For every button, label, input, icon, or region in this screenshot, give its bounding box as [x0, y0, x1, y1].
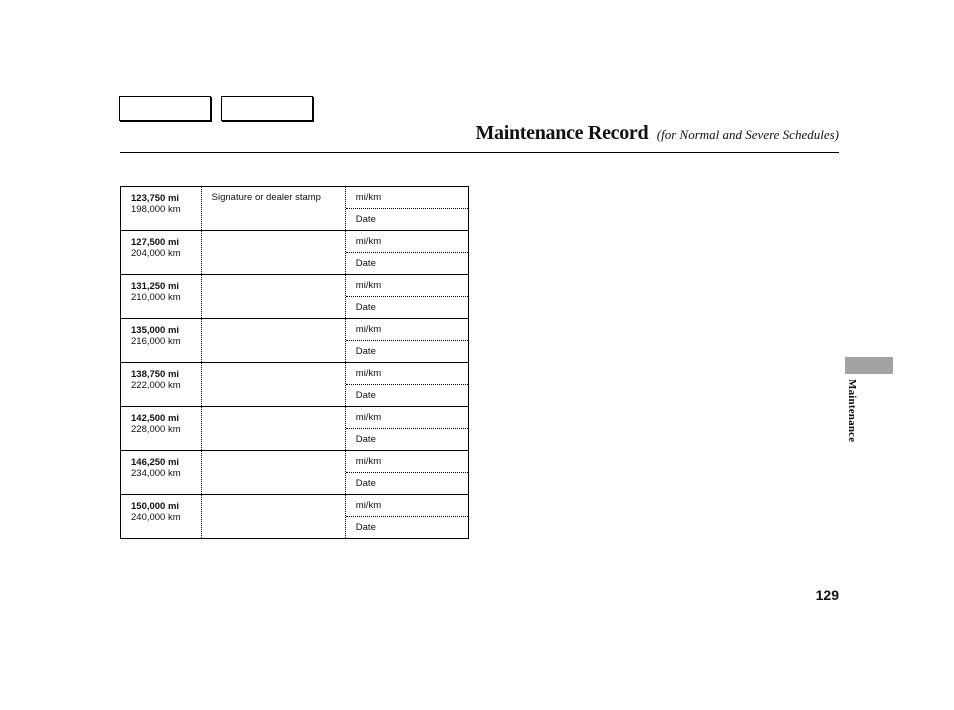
distance-field[interactable]: mi/km	[346, 407, 468, 429]
signature-cell[interactable]	[201, 231, 345, 275]
nav-box-next[interactable]	[221, 96, 313, 121]
header-divider	[120, 152, 839, 153]
mileage-km: 210,000 km	[131, 292, 181, 303]
signature-cell[interactable]	[201, 275, 345, 319]
mileage-km: 234,000 km	[131, 468, 181, 479]
page-subtitle: (for Normal and Severe Schedules)	[656, 127, 839, 142]
mileage-cell	[121, 187, 202, 231]
signature-cell[interactable]	[201, 363, 345, 407]
mileage-km: 216,000 km	[131, 336, 181, 347]
mileage-miles: 127,500 mi	[131, 237, 180, 248]
section-tab[interactable]	[845, 357, 893, 374]
mileage-miles: 142,500 mi	[131, 413, 180, 424]
date-field[interactable]: Date	[355, 302, 376, 313]
mileage-km: 228,000 km	[131, 424, 181, 435]
mileage-miles: 138,750 mi	[131, 369, 180, 380]
maintenance-record-table	[120, 186, 469, 539]
record-row	[121, 231, 469, 275]
entry-fields-cell	[345, 319, 468, 363]
entry-fields-cell	[345, 495, 468, 539]
mileage-cell	[121, 275, 202, 319]
distance-field[interactable]: mi/km	[346, 451, 468, 473]
date-field[interactable]: Date	[355, 214, 376, 225]
date-field[interactable]: Date	[355, 390, 376, 401]
page-title: Maintenance Record	[475, 122, 649, 144]
page-header	[120, 122, 839, 152]
mileage-miles: 150,000 mi	[131, 501, 180, 512]
date-field[interactable]: Date	[355, 434, 376, 445]
signature-cell[interactable]	[201, 495, 345, 539]
entry-fields-cell	[345, 407, 468, 451]
date-field[interactable]: Date	[355, 258, 376, 269]
mileage-cell	[121, 363, 202, 407]
entry-fields-cell	[345, 451, 468, 495]
signature-label: Signature or dealer stamp	[211, 192, 321, 203]
record-row	[121, 495, 469, 539]
record-row	[121, 407, 469, 451]
mileage-km: 204,000 km	[131, 248, 181, 259]
signature-cell[interactable]	[201, 451, 345, 495]
signature-cell[interactable]	[201, 187, 345, 231]
record-row	[121, 363, 469, 407]
signature-cell[interactable]	[201, 407, 345, 451]
date-field[interactable]: Date	[355, 346, 376, 357]
date-field[interactable]: Date	[355, 522, 376, 533]
distance-field[interactable]: mi/km	[346, 275, 468, 297]
mileage-miles: 131,250 mi	[131, 281, 180, 292]
nav-box-previous[interactable]	[119, 96, 211, 121]
distance-field[interactable]: mi/km	[346, 363, 468, 385]
mileage-km: 240,000 km	[131, 512, 181, 523]
record-row	[121, 275, 469, 319]
mileage-miles: 135,000 mi	[131, 325, 180, 336]
entry-fields-cell	[345, 231, 468, 275]
mileage-cell	[121, 319, 202, 363]
page-number: 129	[815, 587, 839, 603]
distance-field[interactable]: mi/km	[346, 187, 468, 209]
entry-fields-cell	[345, 275, 468, 319]
mileage-cell	[121, 231, 202, 275]
mileage-cell	[121, 495, 202, 539]
distance-field[interactable]: mi/km	[346, 319, 468, 341]
entry-fields-cell	[345, 363, 468, 407]
distance-field[interactable]: mi/km	[346, 495, 468, 517]
mileage-miles: 123,750 mi	[131, 193, 180, 204]
mileage-km: 198,000 km	[131, 204, 181, 215]
date-field[interactable]: Date	[355, 478, 376, 489]
signature-cell[interactable]	[201, 319, 345, 363]
mileage-miles: 146,250 mi	[131, 457, 180, 468]
record-row	[121, 319, 469, 363]
mileage-cell	[121, 407, 202, 451]
entry-fields-cell	[345, 187, 468, 231]
mileage-cell	[121, 451, 202, 495]
section-tab-label: Maintenance	[846, 379, 858, 443]
record-row	[121, 187, 469, 231]
record-row	[121, 451, 469, 495]
distance-field[interactable]: mi/km	[346, 231, 468, 253]
mileage-km: 222,000 km	[131, 380, 181, 391]
